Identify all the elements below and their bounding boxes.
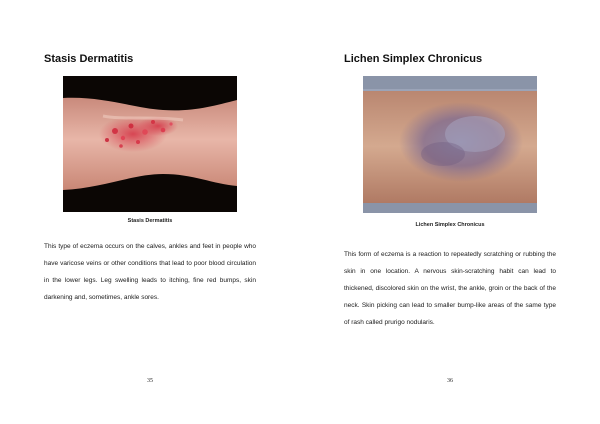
left-page-number: 35 [147, 378, 153, 384]
right-photo-caption: Lichen Simplex Chronicus [415, 222, 485, 228]
right-page-heading: Lichen Simplex Chronicus [344, 53, 483, 65]
left-page-heading: Stasis Dermatitis [44, 53, 134, 65]
left-photo-caption: Stasis Dermatitis [127, 218, 173, 224]
right-page-body: This form of eczema is a reaction to repeatedly scratching or rubbing the skin in one location. A nervous skin-scratching habit can lead to thickened, discolored skin on the wrist, the ankle, groin or the back of the neck. Skin picking can lead to smaller bump-like areas of the same type of rash called prurigo nodularis. [344, 251, 556, 326]
arm-with-thickened-purple-patch-photo [363, 76, 537, 213]
right-page [300, 0, 600, 424]
right-page-number: 36 [447, 378, 453, 384]
leg-with-red-patches-photo [63, 76, 237, 212]
left-page-body: This type of eczema occurs on the calves, ankles and feet in people who have varicose veins or other conditions that lead to poor blood circulation in the lower legs. Leg swelling leads to itching, fine red bumps, skin darkening and, sometimes, ankle sores. [44, 243, 256, 301]
